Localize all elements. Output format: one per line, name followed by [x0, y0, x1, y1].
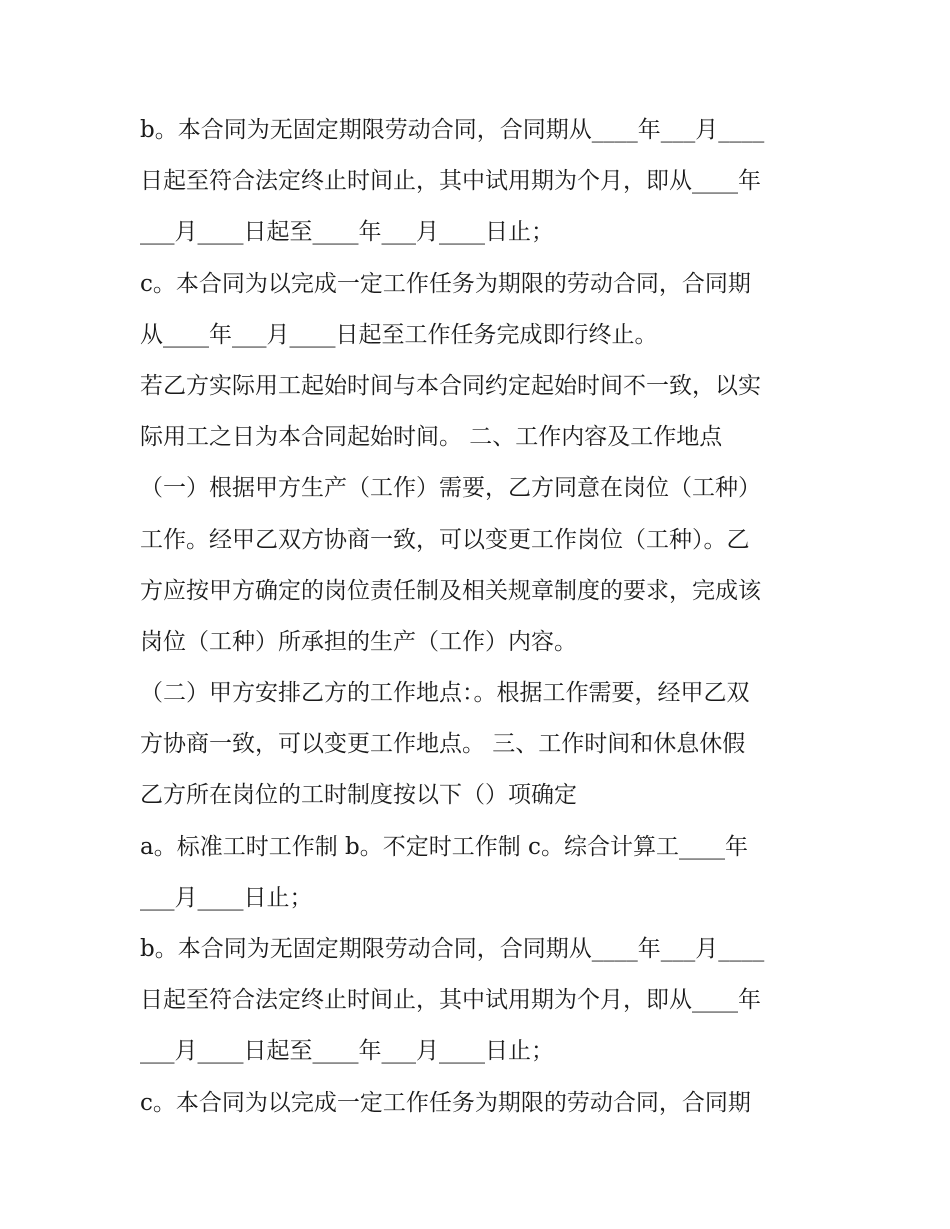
text-line: 岗位（工种）所承担的生产（工作）内容。 — [140, 628, 577, 655]
text-line: 方应按甲方确定的岗位责任制及相关规章制度的要求，完成该 — [140, 577, 761, 604]
text-line: ___月____日起至____年___月____日止； — [140, 1038, 554, 1065]
text-line: 日起至符合法定终止时间止，其中试用期为个月，即从____年 — [140, 168, 761, 195]
text-line: b。本合同为无固定期限劳动合同，合同期从____年___月____ — [140, 117, 765, 143]
text-line: 方协商一致，可以变更工作地点。 三、工作时间和休息休假 — [140, 731, 746, 758]
text-line: 乙方所在岗位的工时制度按以下（）项确定 — [140, 782, 577, 809]
text-line: ___月____日起至____年___月____日止； — [140, 219, 554, 246]
text-line: 若乙方实际用工起始时间与本合同约定起始时间不一致，以实 — [140, 372, 761, 399]
text-line: 日起至符合法定终止时间止，其中试用期为个月，即从____年 — [140, 987, 761, 1014]
text-line: 际用工之日为本合同起始时间。 二、工作内容及工作地点 — [140, 424, 723, 451]
text-line: 从____年___月____日起至工作任务完成即行终止。 — [140, 321, 658, 348]
text-line: c。本合同为以完成一定工作任务为期限的劳动合同，合同期 — [140, 1089, 751, 1116]
text-line: ___月____日止； — [140, 884, 313, 911]
text-line: 工作。经甲乙双方协商一致，可以变更工作岗位（工种）。乙 — [140, 526, 750, 553]
text-line: （一）根据甲方生产（工作）需要，乙方同意在岗位（工种） — [140, 475, 761, 502]
text-line: （二）甲方安排乙方的工作地点：。根据工作需要，经甲乙双 — [140, 680, 750, 707]
text-line: c。本合同为以完成一定工作任务为期限的劳动合同，合同期 — [140, 270, 751, 297]
text-line: a。标准工时工作制 b。不定时工作制 c。综合计算工____年 — [140, 833, 748, 860]
text-line: b。本合同为无固定期限劳动合同，合同期从____年___月____ — [140, 936, 765, 962]
document-body — [140, 105, 820, 1129]
